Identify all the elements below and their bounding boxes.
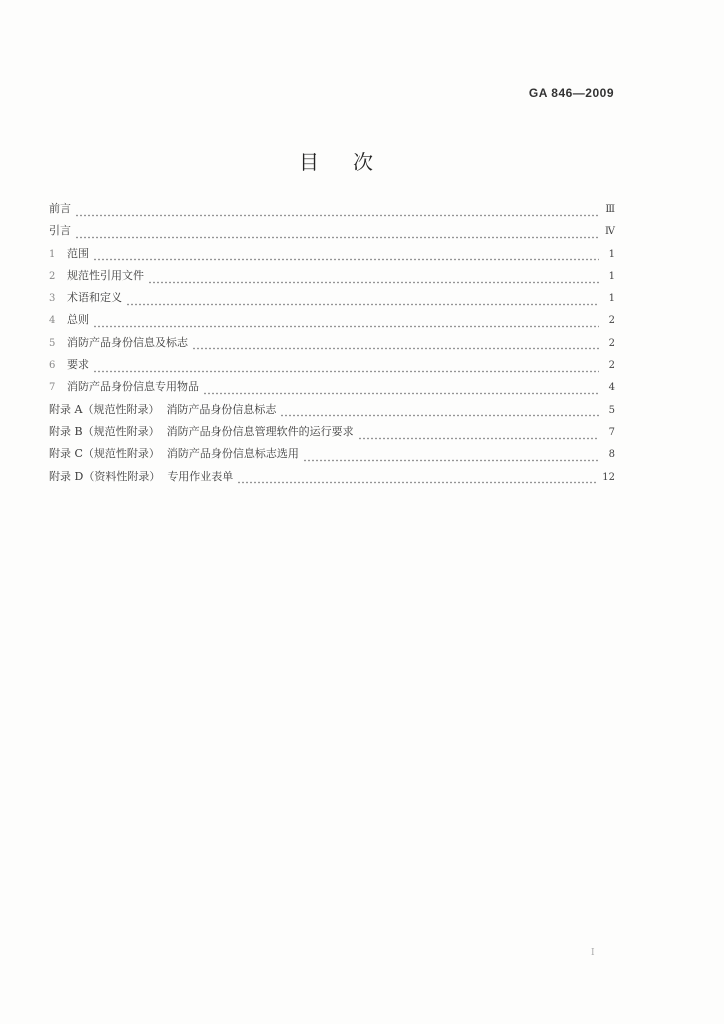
- toc-entry-leader-dots: [93, 325, 599, 328]
- toc-entry-number: 1: [49, 248, 56, 260]
- toc-entry[interactable]: [49, 356, 615, 378]
- toc-entry-label: 范围: [67, 246, 89, 260]
- toc-entry[interactable]: [49, 267, 615, 289]
- toc-entry-leader-dots: [303, 459, 599, 462]
- toc-entry-appendix-prefix: 附录 D（资料性附录）: [49, 469, 168, 483]
- toc-entry-label: 专用作业表单: [167, 469, 234, 483]
- toc-entry-page: 1: [608, 270, 615, 282]
- toc-entry-page: 1: [608, 293, 615, 305]
- toc-entry-page: 1: [608, 248, 615, 260]
- toc-entry-number: 7: [49, 382, 56, 394]
- toc-entry-number: 3: [49, 293, 56, 305]
- toc-entry[interactable]: [49, 200, 615, 222]
- toc-entry-page: 4: [608, 382, 615, 394]
- toc-entry-leader-dots: [192, 347, 599, 350]
- toc-entry-number: 4: [49, 315, 56, 327]
- toc-entry-page: 5: [608, 404, 615, 416]
- toc-entry[interactable]: [49, 289, 615, 311]
- toc-entry-label: 总则: [67, 313, 89, 327]
- toc-entry[interactable]: [49, 378, 615, 400]
- toc-entry[interactable]: [49, 222, 615, 244]
- toc-entry-leader-dots: [358, 437, 599, 440]
- table-of-contents: [49, 200, 615, 490]
- toc-entry-appendix-prefix: 附录 B（规范性附录）: [49, 424, 167, 438]
- toc-entry[interactable]: [49, 468, 615, 490]
- page-number: I: [591, 948, 595, 958]
- toc-entry-number: 6: [49, 360, 56, 372]
- toc-entry[interactable]: [49, 445, 615, 467]
- toc-entry-appendix-prefix: 附录 C（规范性附录）: [49, 447, 167, 461]
- toc-entry-label: 规范性引用文件: [67, 268, 144, 282]
- toc-entry[interactable]: [49, 423, 615, 445]
- toc-entry[interactable]: [49, 401, 615, 423]
- toc-entry-leader-dots: [75, 214, 599, 217]
- toc-entry[interactable]: [49, 311, 615, 333]
- toc-entry-number: 2: [49, 270, 56, 282]
- standard-code: GA 846—2009: [528, 86, 614, 100]
- toc-entry-leader-dots: [75, 236, 599, 239]
- toc-entry-label: 消防产品身份信息管理软件的运行要求: [166, 424, 354, 438]
- toc-entry-label: 消防产品身份信息及标志: [67, 335, 188, 349]
- toc-entry-leader-dots: [280, 414, 599, 417]
- toc-entry-label: 前言: [49, 202, 71, 215]
- toc-entry-page: 8: [608, 449, 615, 461]
- toc-entry-leader-dots: [126, 303, 599, 306]
- toc-entry-page: 2: [608, 337, 615, 349]
- toc-entry-page: Ⅲ: [605, 204, 615, 215]
- toc-entry-label: 消防产品身份信息标志选用: [166, 447, 299, 461]
- toc-entry-page: 2: [608, 315, 615, 327]
- toc-entry-leader-dots: [93, 370, 599, 373]
- toc-entry-leader-dots: [203, 392, 599, 395]
- toc-entry-label: 要求: [67, 358, 89, 372]
- toc-entry-number: 5: [49, 337, 56, 349]
- toc-entry-page: 12: [602, 471, 615, 483]
- toc-entry-page: Ⅳ: [605, 226, 615, 238]
- toc-entry-leader-dots: [237, 481, 598, 484]
- toc-entry[interactable]: [49, 245, 615, 267]
- toc-entry-label: 引言: [49, 224, 71, 238]
- toc-entry-leader-dots: [148, 281, 599, 284]
- toc-entry-page: 7: [608, 426, 615, 438]
- toc-entry-label: 术语和定义: [67, 291, 122, 305]
- toc-entry[interactable]: [49, 334, 615, 356]
- toc-entry-leader-dots: [93, 258, 599, 261]
- toc-entry-label: 消防产品身份信息专用物品: [67, 380, 199, 394]
- toc-entry-appendix-prefix: 附录 A（规范性附录）: [49, 402, 167, 416]
- toc-entry-page: 2: [608, 360, 615, 372]
- toc-entry-label: 消防产品身份信息标志: [166, 402, 277, 416]
- toc-title: 目次: [299, 150, 407, 174]
